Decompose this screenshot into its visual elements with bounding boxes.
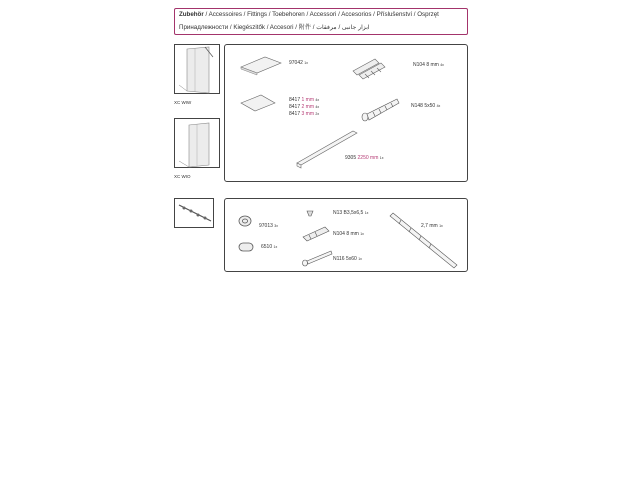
item-n104-b: N104 8 mm 1x xyxy=(333,231,364,237)
item-6510: 6510 1x xyxy=(261,244,278,250)
title-banner xyxy=(174,8,468,35)
thumbnail-wiw xyxy=(174,44,220,94)
thumbnail-hook-rail xyxy=(174,198,214,228)
item-97042: 97042 1x xyxy=(289,60,308,66)
spacer-plate-icon xyxy=(241,95,275,111)
title-line-1: Zubehör / Accessoires / Fittings / Toebehoren / Accessori / Accesorios / Příslušenství / Osprzęt xyxy=(179,11,439,18)
panel-drawing-wio xyxy=(175,119,221,169)
small-screw-icon xyxy=(307,211,313,216)
fittings-panel-2 xyxy=(224,198,468,272)
thumbnail-label-wiw: XC WIW xyxy=(174,100,192,105)
title-line-2: Принадлежности / Kiegészitők / Accesori / 附件 / ابزار جانبی / مرفقات xyxy=(179,24,370,31)
item-97013: 97013 3x xyxy=(259,223,278,229)
cap-icon xyxy=(239,243,253,251)
screw-icon xyxy=(362,99,399,121)
profile-rail-icon xyxy=(297,131,357,168)
fittings-panel-1 xyxy=(224,44,468,182)
hook-icon xyxy=(239,216,251,226)
item-n13: N13 B3,5x6,5 1x xyxy=(333,210,369,216)
item-drill-bit: 2,7 mm 1x xyxy=(421,223,443,229)
item-n116: N116 5x60 1x xyxy=(333,256,362,262)
thumbnail-wio xyxy=(174,118,220,168)
item-n104-a: N104 8 mm 4x xyxy=(413,62,444,68)
item-8417-3mm: 8417 3 mm 2x xyxy=(289,111,320,117)
item-8417-1mm: 8417 1 mm 4x xyxy=(289,97,320,103)
wall-plug-icon-3 xyxy=(303,227,329,241)
item-n148: N148 5x50 4x xyxy=(411,103,441,109)
long-screw-icon xyxy=(303,251,333,266)
item-9305: 9305 2250 mm 1x xyxy=(345,155,384,161)
panel-drawing-wiw xyxy=(175,45,221,95)
drill-bit-icon xyxy=(390,213,457,268)
item-8417-2mm: 8417 2 mm 4x xyxy=(289,104,320,110)
hook-rail-drawing xyxy=(175,199,215,229)
thumbnail-label-wio: XC WIO xyxy=(174,174,191,179)
